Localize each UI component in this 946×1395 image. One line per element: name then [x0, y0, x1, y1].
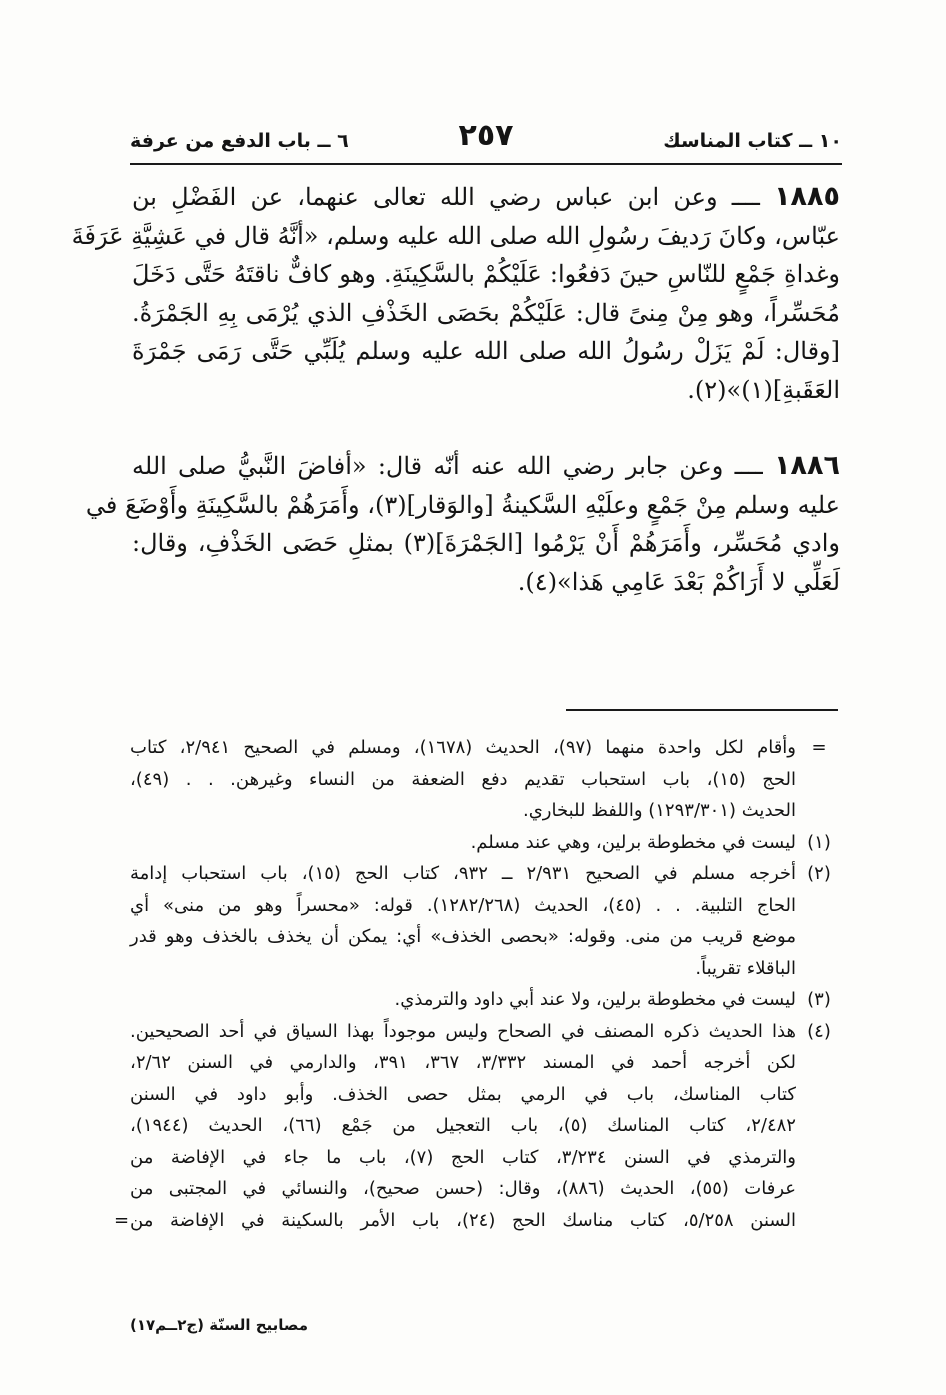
- footnote-line: ٢/٤٨٢، كتاب المناسك (٥)، باب التعجيل من جَمْع (٦٦)، الحديث (١٩٤٤)،: [130, 1115, 796, 1136]
- footnote-4: [114, 1016, 842, 1237]
- text-line: وغداةِ جَمْعٍ للنّاسِ حينَ دَفعُوا: عَلَيْكُمْ بالسَّكِينَةِ. وهو كافٌّ ناقتَهُ حَتَّى دَخَلَ: [132, 260, 840, 288]
- footnote-line: أخرجه مسلم في الصحيح ٢/٩٣١ ــ ٩٣٢، كتاب الحج (١٥)، باب استحباب إدامة: [130, 863, 797, 884]
- footnote-line: الحاج التلبية. . . (٤٥)، الحديث (١٢٨٢/٢٦٨). قوله: «محسراً وهو من منى» أي: [130, 894, 797, 916]
- footnote-mark: =: [811, 737, 827, 758]
- footnote-line: السنن ٥/٢٥٨، كتاب مناسك الحج (٢٤)، باب الأمر بالسكينة في الإفاضة من =: [130, 1205, 796, 1237]
- footnote-mark: (١): [807, 831, 831, 853]
- footnote-line: كتاب المناسك، باب في الرمي بمثل حصى الخذف. وأبو داود في السنن: [130, 1083, 796, 1105]
- text-line: [وقال: لَمْ يَزَلْ رسُولُ الله صلى الله عليه وسلم يُلَبِّي حَتَّى رَمَى جَمْرَةَ: [132, 337, 840, 365]
- hadith-number: ١٨٨٦: [774, 450, 840, 481]
- running-header: [130, 118, 842, 162]
- footnote-mark: (٤): [807, 1020, 831, 1042]
- footnote-mark: (٢): [807, 863, 831, 884]
- footnote-line: هذا الحديث ذكره المصنف في الصحاح وليس موجوداً بهذا السياق في أحد الصحيحين.: [130, 1020, 796, 1042]
- footnote-line: الحديث (١٢٩٣/٣٠١) واللفظ للبخاري.: [522, 800, 796, 821]
- continuation-mark: =: [114, 1209, 130, 1231]
- text-line: ١٨٨٥ ــــ وعن ابن عباس رضي الله تعالى عنهما، عن الفَضْلِ بن: [132, 181, 840, 212]
- hadith-1886: [85, 447, 840, 601]
- footnote-line: ليست في مخطوطة برلين، ولا عند أبي داود والترمذي.: [394, 989, 796, 1010]
- footnote-3: [130, 984, 842, 1016]
- text-line: وادي مُحَسِّر، وأَمَرَهُمْ أَنْ يَرْمُوا [الجَمْرَةَ](٣) بمثلِ حَصَى الخَذْفِ، وقال:: [132, 529, 840, 557]
- footnote-line: لكن أخرجه أحمد في المسند ٣/٣٣٢، ٣٦٧، ٣٩١، والدارمي في السنن ٢/٦٢،: [130, 1052, 797, 1073]
- hadith-1885: [71, 178, 840, 409]
- footnotes: [114, 732, 842, 1236]
- main-text: [71, 178, 840, 601]
- hadith-number: ١٨٨٥: [774, 181, 840, 212]
- chapter-title: ١٠ ــ كتاب المناسك: [663, 130, 842, 152]
- header-rule: [130, 163, 842, 165]
- footnote-1: [130, 827, 842, 859]
- footnote-line: وأقام لكل واحدة منهما (٩٧)، الحديث (١٦٧٨)، ومسلم في الصحيح ٢/٩٤١، كتاب: [130, 737, 797, 758]
- text-line: عليه وسلم مِنْ جَمْعٍ وعلَيْهِ السَّكينةُ [والوَقار](٣)، وأَمَرَهُمْ بالسَّكِينَةِ وأَوْضَعَ في: [85, 490, 840, 519]
- footnote-continued: [130, 732, 842, 827]
- footnote-mark: (٣): [807, 989, 831, 1010]
- text-line: لَعَلِّي لا أَرَاكُمْ بَعْدَ عَامِي هَذا»(٤).: [517, 567, 840, 596]
- footnote-line: ليست في مخطوطة برلين، وهي عند مسلم.: [470, 831, 796, 853]
- footnote-separator: [566, 709, 838, 711]
- footnote-line: الباقلاء تقريباً.: [695, 957, 796, 979]
- text-line: مُحَسِّراً، وهو مِنْ مِنىً قال: عَلَيْكُمْ بحَصَى الخَذْفِ الذي يُرْمَى بِهِ الجَمْرَةُ.: [132, 298, 840, 327]
- footnote-line: موضع قريب من منى. وقوله: «بحصى الخذف» أي: يمكن أن يخذف بالخذف وهو قدر: [130, 926, 796, 947]
- signature-mark: مصابيح السنّة (ج٢ــم١٧): [130, 1316, 308, 1334]
- page-number: ٢٥٧: [458, 118, 514, 153]
- footnote-line: الحج (١٥)، باب استحباب تقديم دفع الضعفة من النساء وغيرهن. . . (٤٩)،: [130, 768, 797, 790]
- text-line: العَقَبةِ](١)»(٢).: [687, 375, 840, 404]
- footnote-line: والترمذي في السنن ٣/٢٣٤، كتاب الحج (٧)، باب ما جاء في الإفاضة من: [130, 1146, 797, 1168]
- text-line: عبّاس، وكانَ رَديفَ رسُولِ الله صلى الله عليه وسلم، «أنَّهُ قال في عَشِيَّةِ عَرَفَةَ: [71, 221, 840, 250]
- footnote-2: [130, 858, 842, 984]
- footnote-line: عرفات (٥٥)، الحديث (٨٨٦)، وقال: (حسن صحيح)، والنسائي في المجتبى من: [130, 1178, 797, 1199]
- text-line: ١٨٨٦ ــــ وعن جابر رضي الله عنه أنّه قال: «أفاضَ النَّبيُّ صلى الله: [132, 450, 840, 481]
- section-title: ٦ ــ باب الدفع من عرفة: [130, 130, 349, 152]
